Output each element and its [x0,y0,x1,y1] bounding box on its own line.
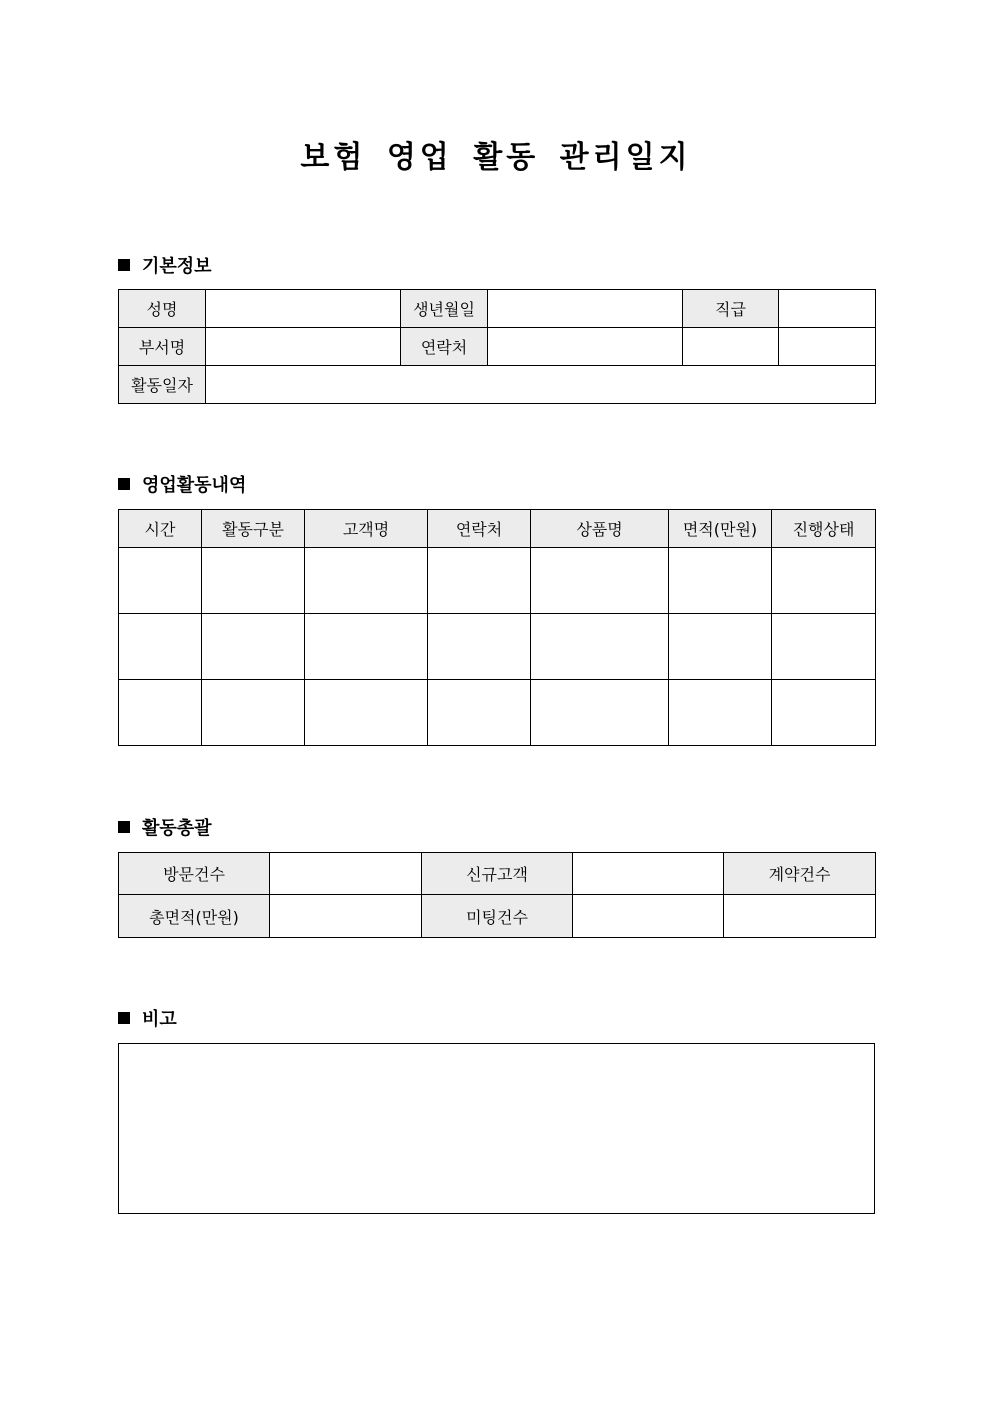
square-bullet-icon [118,821,130,833]
section-summary-heading [118,814,212,840]
summary-table [118,852,876,938]
table-cell[interactable] [305,680,428,746]
rank-label: 직급 [683,290,779,328]
date-field[interactable] [206,366,876,404]
new-customers-label: 신규고객 [422,853,573,895]
visits-field[interactable] [270,853,422,895]
section-summary-title: 활동총괄 [142,818,212,839]
table-cell[interactable] [531,548,669,614]
table-row [119,680,876,746]
name-field[interactable] [206,290,401,328]
table-cell[interactable] [305,548,428,614]
visits-label: 방문건수 [119,853,270,895]
square-bullet-icon [118,259,130,271]
activity-header-type: 활동구분 [202,510,305,548]
remarks-box[interactable] [118,1043,875,1214]
table-cell[interactable] [119,614,202,680]
table-cell[interactable] [669,680,772,746]
section-remarks-heading [118,1005,177,1031]
extra-field-2[interactable] [779,328,876,366]
contact-label: 연락처 [401,328,488,366]
section-activity-title: 영업활동내역 [142,475,247,496]
square-bullet-icon [118,1012,130,1024]
activity-header-product: 상품명 [531,510,669,548]
table-cell[interactable] [119,548,202,614]
birth-field[interactable] [488,290,683,328]
table-cell[interactable] [202,614,305,680]
table-cell[interactable] [531,614,669,680]
table-cell[interactable] [669,614,772,680]
table-cell[interactable] [202,548,305,614]
table-cell[interactable] [428,680,531,746]
activity-header-contact: 연락처 [428,510,531,548]
name-label: 성명 [119,290,206,328]
total-area-field[interactable] [270,895,422,938]
table-cell[interactable] [428,548,531,614]
basic-info-table [118,289,876,404]
activity-header-customer: 고객명 [305,510,428,548]
contracts-field[interactable] [724,895,876,938]
dept-label: 부서명 [119,328,206,366]
square-bullet-icon [118,478,130,490]
rank-field[interactable] [779,290,876,328]
table-cell[interactable] [428,614,531,680]
section-activity-heading [118,471,246,497]
table-cell[interactable] [305,614,428,680]
activity-header-status: 진행상태 [772,510,876,548]
table-row [119,548,876,614]
section-remarks-title: 비고 [142,1009,177,1030]
table-cell[interactable] [772,614,876,680]
activity-table [118,509,876,746]
table-cell[interactable] [669,548,772,614]
contracts-label: 계약건수 [724,853,876,895]
dept-field[interactable] [206,328,401,366]
meetings-field[interactable] [573,895,724,938]
table-cell[interactable] [119,680,202,746]
meetings-label: 미팅건수 [422,895,573,938]
activity-header-area: 면적(만원) [669,510,772,548]
table-cell[interactable] [772,680,876,746]
total-area-label: 총면적(만원) [119,895,270,938]
new-customers-field[interactable] [573,853,724,895]
section-basic-title: 기본정보 [142,256,212,277]
contact-field[interactable] [488,328,683,366]
birth-label: 생년월일 [401,290,488,328]
table-cell[interactable] [772,548,876,614]
activity-header-time: 시간 [119,510,202,548]
table-cell[interactable] [531,680,669,746]
table-row [119,614,876,680]
page-title: 보험 영업 활동 관리일지 [300,140,692,175]
section-basic-heading [118,252,212,278]
extra-field-1[interactable] [683,328,779,366]
date-label: 활동일자 [119,366,206,404]
table-cell[interactable] [202,680,305,746]
